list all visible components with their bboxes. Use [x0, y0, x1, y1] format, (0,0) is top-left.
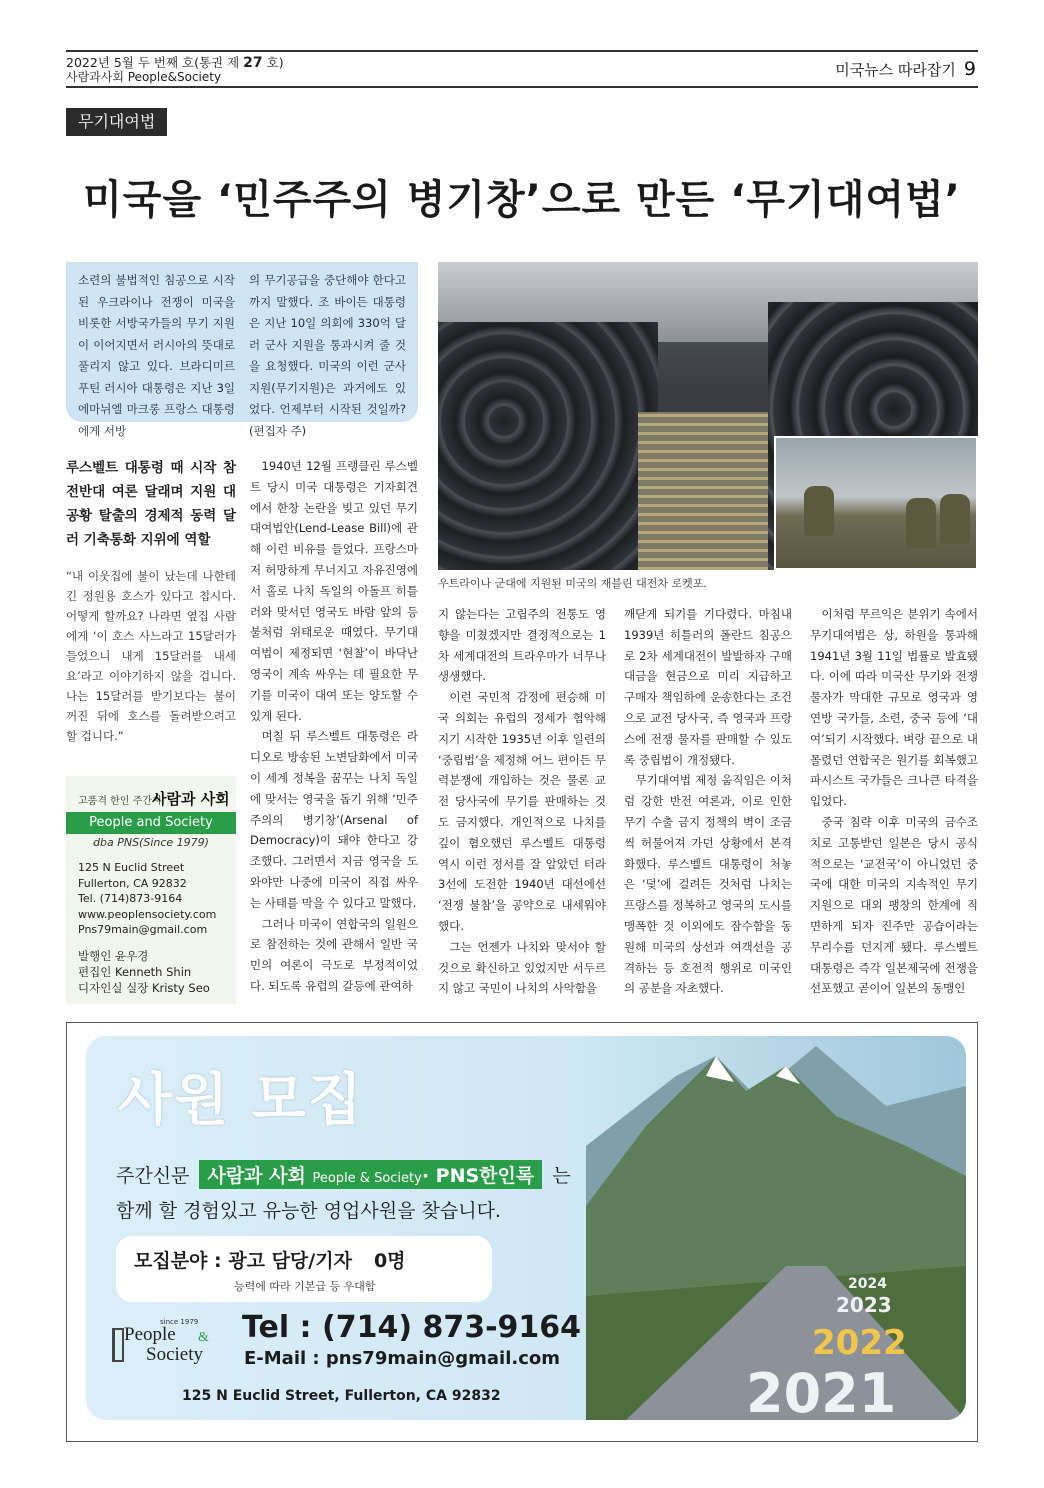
paragraph: 이런 국민적 감정에 편승해 미국 의회는 유럽의 정세가 험악해지기 시작한 1935년 이후 일련의 ‘중립법’을 제정해 어느 편이든 무력분쟁에 개입하는 것은 물론 교전 당사국에 무기를 판매하는 것도 금지했다. 개인적으로 나치를 깊이 혐오했던 루스벨트 대통령 역시 이런 정서를 잘 알았던 터라 3선에 도전한 1940년 대선에선 ‘전쟁 불참’을 공약으로 내세워야 했다.	[438, 690, 606, 933]
paragraph: 중국 침략 이후 미국의 금수조치로 고통받던 일본은 당시 공식적으로는 ‘교전국’이 아니었던 중국에 대한 미국의 지속적인 무기 지원으로 대외 팽창의 한계에 직면하게 되자 진주만 공습이라는 무리수를 던지게 됐다. 루스벨트 대통령은 즉각 일본제국에 전쟁을 선포했고 곧이어 일본의 동맹인	[810, 814, 978, 996]
header-rule-top	[66, 50, 978, 52]
ad-brand-name: 사람과 사회	[207, 1165, 306, 1187]
masthead-dba: dba PNS(Since 1979)	[93, 836, 209, 849]
lead-text-col1: 소련의 불법적인 침공으로 시작된 우크라이나 전쟁이 미국을 비롯한 서방국가들의 무기 지원이 이어지면서 러시아의 뜻대로 풀리지 않고 있다. 브라디미르 푸틴 러시아 대통령은 지난 3일 에마뉘엘 마크롱 프랑스 대통령에게 서방	[78, 273, 235, 438]
logo-society: Society	[146, 1344, 203, 1365]
editor: 편집인 Kenneth Shin	[78, 965, 192, 979]
paragraph: 며칠 뒤 루스벨트 대통령은 라디오로 방송된 노변담화에서 미국이 세계 정복을 꿈꾸는 나치 독일에 맞서는 영국을 돕기 위해 ‘민주주의의 병기창’(Arsenal of Democracy)이 돼야 한다고 강조했다. 그러면서 지금 영국을 도와야만 나중에 미국이 직접 싸우는 사태를 막을 수 있다고 말했다.	[250, 729, 418, 910]
ad-title: 사원 모집	[118, 1068, 364, 1133]
recruitment-ad	[86, 1036, 966, 1420]
ad-address: 125 N Euclid Street, Fullerton, CA 92832	[182, 1388, 501, 1404]
address-line1: 125 N Euclid Street	[78, 861, 185, 874]
ad-field-note: 능력에 따라 기본급 등 우대함	[234, 1280, 376, 1293]
paragraph: 1940년 12월 프랭클린 루스벨트 당시 미국 대통령은 기자회견에서 한창 논란을 빚고 있던 무기대여법안(Lend-Lease Bill)에 관해 이런 비유를 들었다. 프랑스마저 허망하게 무너지고 자유진영에서 홀로 나치 독일의 아돌프 히틀러와 맞서던 영국도 바람 앞의 등불처럼 위태로운 때였다. 무기대여법이 제정되면 ‘현찰’이 바닥난 영국이 계속 싸우는 데 필요한 무기를 미국이 대여 또는 양도할 수 있게 된다.	[250, 459, 418, 723]
address-line2: Fullerton, CA 92832	[78, 876, 187, 890]
photo-cargo-left	[438, 322, 658, 570]
masthead-box	[66, 776, 236, 1004]
ad-field-main	[134, 1246, 406, 1273]
publisher: 발행인 윤우경	[78, 949, 149, 963]
masthead-tagline: 고품격 한인 주간지	[78, 796, 162, 807]
logo-ampersand: &	[198, 1330, 209, 1345]
people-society-logo	[110, 1318, 226, 1372]
soldier-figure	[906, 498, 936, 548]
ad-line1	[116, 1160, 571, 1189]
ad-field-count: 0명	[373, 1250, 406, 1272]
masthead-contact	[78, 860, 216, 938]
ad-line2: 함께 할 경험있고 유능한 영업사원을 찾습니다.	[116, 1200, 501, 1222]
ad-brand-english: People & Society	[312, 1171, 422, 1186]
page-number: 9	[963, 58, 976, 80]
logo-since: since 1979	[160, 1318, 199, 1326]
paragraph: 그는 언젠가 나치와 맞서야 할 것으로 확신하고 있었지만 서두르지 않고 국민이 나치의 사악함을	[438, 939, 606, 996]
mountain-road-image	[586, 1036, 966, 1420]
issue-prefix: 2022년 5월 두 번째 호(통권 제	[66, 55, 240, 70]
masthead-band: People and Society	[66, 812, 236, 834]
road-year: 2024	[848, 1276, 887, 1292]
paragraph: 지 않는다는 고립주의 전통도 영향을 미쳤겠지만 결정적으로는 1차 세계대전의 트라우마가 너무나 생생했다.	[438, 607, 606, 684]
issue-number: 27	[243, 55, 263, 71]
photo-caption: 우트라이나 군대에 지원된 미국의 재블린 대전차 로켓포.	[438, 577, 707, 590]
article-column-4	[624, 604, 792, 999]
ad-email[interactable]: E-Mail : pns79main@gmail.com	[244, 1348, 561, 1369]
topic-tag: 무기대여법	[66, 108, 167, 136]
telephone: Tel. (714)873-9164	[78, 892, 183, 906]
ad-line1-post: 는	[552, 1165, 571, 1187]
headline: 미국을 ‘민주주의 병기창’으로 만든 ‘무기대여법’	[83, 177, 961, 223]
road-year: 2022	[812, 1323, 907, 1363]
ad-brand-tail: · PNS한인록	[421, 1165, 535, 1187]
article-column-3	[438, 604, 606, 999]
soldier-figure	[804, 486, 834, 536]
paragraph: 깨닫게 되기를 기다렸다. 마침내 1939년 히틀러의 폴란드 침공으로 2차 세계대전이 발발하자 구매대금을 현금으로 미리 지급하고 구매자 책임하에 운송한다는 조건으로 교전 당사국, 즉 영국과 프랑스에 전쟁 물자를 판매할 수 있도록 중립법이 개정됐다.	[624, 607, 792, 767]
ad-field-box	[116, 1236, 492, 1302]
javelin-soldiers-photo	[774, 436, 978, 570]
masthead-name: 사람과 사회	[152, 790, 230, 808]
road-year: 2023	[836, 1293, 892, 1317]
ad-brand-badge	[199, 1160, 542, 1189]
publication-name: 사람과사회 People&Society	[66, 70, 222, 84]
article-column-2	[250, 456, 418, 997]
email-link[interactable]: Pns79main@gmail.com	[78, 923, 208, 937]
soldier-figure	[940, 494, 970, 544]
designer: 디자인실 실장 Kristy Seo	[78, 981, 210, 995]
paragraph: 무기대여법 제정 움직임은 이처럼 강한 반전 여론과, 이로 인한 무기 수출 금지 정책의 벽이 조금씩 허물어져 가던 상황에서 본격화했다. 루스벨트 대통령이 처놓은 ‘덫’에 걸려든 것처럼 나치는 프랑스를 정복하고 영국의 도시를 맹폭한 것 이외에도 잠수함을 동원해 미국의 상선과 여객선을 공격하는 등 호전적 행위로 미국인의 공분을 자초했다.	[624, 773, 792, 996]
lead-box	[66, 262, 418, 438]
door-icon	[112, 1328, 124, 1362]
photo-floor	[638, 412, 788, 570]
subheadline: 루스벨트 대통령 때 시작 참전반대 여론 달래며 지원 대공황 탈출의 경제적 동력 달러 기축통화 지위에 역할	[66, 460, 236, 548]
section-title	[835, 58, 976, 80]
paragraph: 그러나 미국이 연합국의 일원으로 참전하는 것에 관해서 일반 국민의 여론이 극도로 부정적이었다. 되도록 유럽의 갈등에 관여하	[250, 916, 418, 993]
article-column-5	[810, 604, 978, 999]
ad-telephone[interactable]: Tel : (714) 873-9164	[242, 1310, 582, 1345]
issue-suffix: 호)	[266, 55, 284, 70]
paragraph: 이처럼 무르익은 분위기 속에서 무기대여법은 상, 하원을 통과해 1941년 3월 11일 법률로 발효됐다. 이에 따라 미국산 무기와 전쟁 물자가 막대한 규모로 영국과 영연방 국가들, 소련, 중국 등에 ‘대여’되기 시작했다. 벼랑 끝으로 내몰렸던 연합국은 원기를 회복했고 파시스트 국가들은 크나큰 타격을 입었다.	[810, 607, 978, 809]
logo-people: People	[124, 1324, 176, 1345]
road-year: 2021	[746, 1362, 897, 1420]
website-link[interactable]: www.peoplensociety.com	[78, 907, 217, 921]
header-rule-bottom	[66, 86, 978, 88]
roosevelt-quote: “내 이웃집에 불이 났는데 나한테 긴 정원용 호스가 있다고 칩시다. 어떻게 할까요? 나라면 옆집 사람에게 ‘이 호스 사느라고 15달러가 들었으니 내게 15달러를 내세요’라고 이야기하지 않을 겁니다. 나는 15달러를 받기보다는 불이 꺼진 뒤에 호스를 돌려받으려고 할 겁니다.”	[66, 569, 236, 743]
ad-field-label: 모집분야 : 광고 담당/기자	[134, 1250, 352, 1272]
section-label: 미국뉴스 따라잡기	[835, 61, 956, 79]
lead-text-col2: 의 무기공급을 중단해야 한다고 까지 말했다. 조 바이든 대통령은 지난 10일 의회에 330억 달러 군사 지원을 통과시켜 줄 것을 요청했다. 미국의 이런 군사지원(무기지원)은 과거에도 있었다. 언제부터 시작된 것일까? (편집자 주)	[249, 273, 406, 438]
ad-line1-pre: 주간신문	[116, 1165, 190, 1187]
masthead-staff	[78, 948, 210, 996]
